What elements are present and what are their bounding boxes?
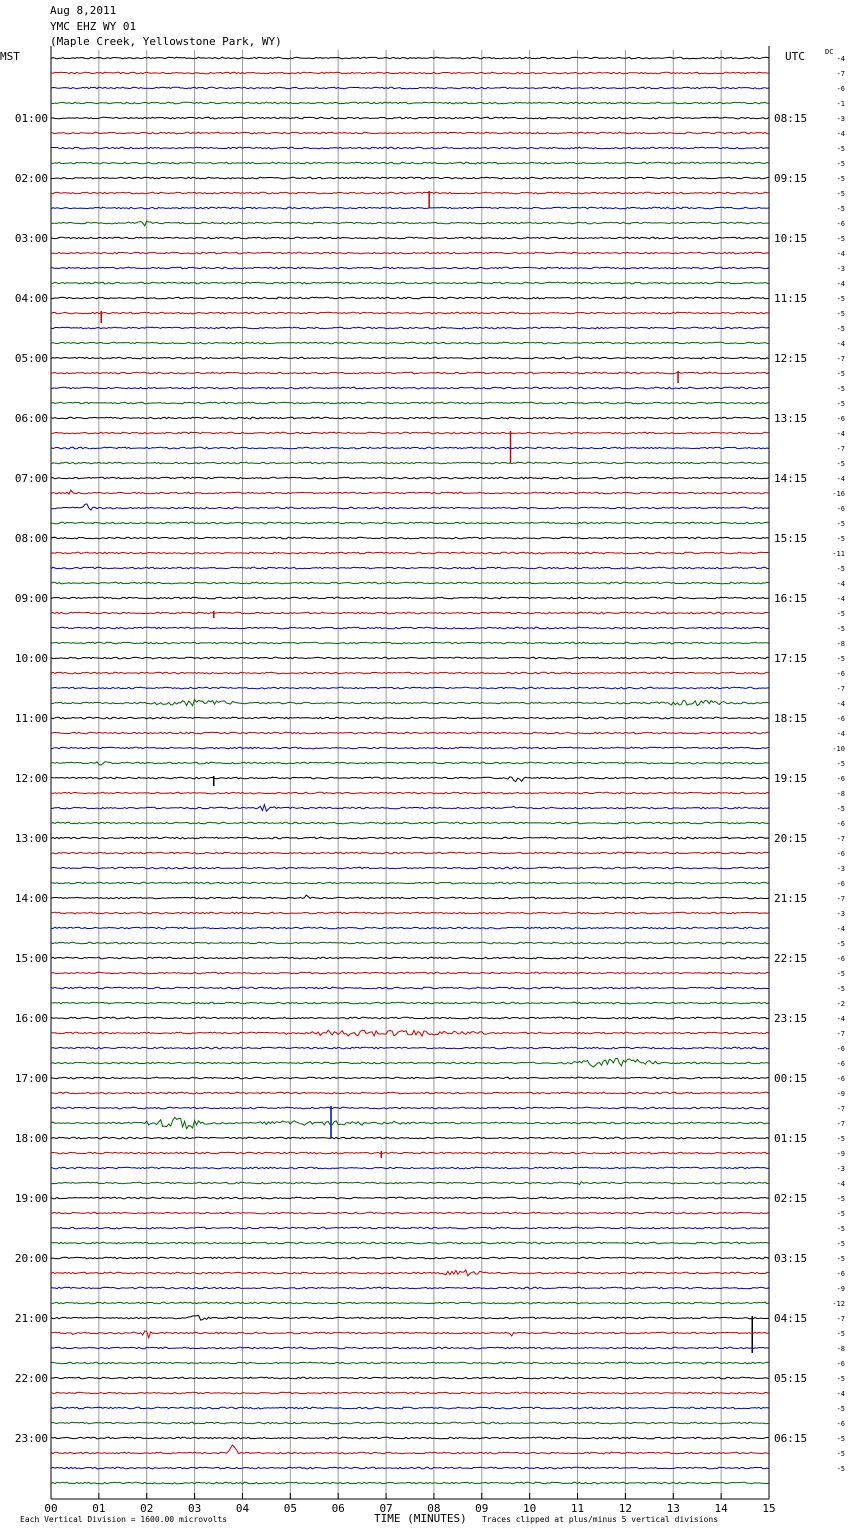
seismic-trace bbox=[51, 1302, 769, 1304]
utc-hour-label: 02:15 bbox=[774, 1192, 808, 1205]
mst-hour-label: 11:00 bbox=[14, 712, 48, 725]
seismic-trace bbox=[51, 237, 769, 239]
dc-offset-label: -5 bbox=[836, 625, 845, 633]
dc-offset-label: -5 bbox=[836, 655, 845, 663]
dc-offset-label: -7 bbox=[836, 895, 845, 903]
seismic-trace bbox=[51, 221, 769, 226]
utc-hour-label: 04:15 bbox=[774, 1312, 808, 1325]
utc-hour-label: 20:15 bbox=[774, 832, 808, 845]
utc-hour-label: 12:15 bbox=[774, 352, 808, 365]
dc-offset-label: -4 bbox=[836, 430, 845, 438]
seismic-trace bbox=[51, 699, 769, 705]
seismic-trace bbox=[51, 372, 769, 374]
seismic-trace bbox=[51, 732, 769, 734]
x-tick-label: 01 bbox=[92, 1502, 106, 1515]
seismic-trace bbox=[51, 1182, 769, 1185]
seismic-trace bbox=[51, 312, 769, 314]
dc-offset-label: -9 bbox=[836, 1285, 845, 1293]
dc-offset-label: -5 bbox=[836, 175, 845, 183]
dc-offset-label: -12 bbox=[832, 1300, 845, 1308]
seismic-trace bbox=[51, 162, 769, 164]
dc-offset-label: -6 bbox=[836, 1075, 845, 1083]
header-station: YMC EHZ WY 01 bbox=[50, 20, 137, 33]
seismic-trace bbox=[51, 87, 769, 89]
dc-offset-label: -2 bbox=[836, 1000, 845, 1008]
seismic-trace bbox=[51, 57, 769, 59]
seismic-trace bbox=[51, 1437, 769, 1439]
mst-hour-label: 10:00 bbox=[14, 652, 48, 665]
dc-offset-label: -4 bbox=[836, 580, 845, 588]
seismic-trace bbox=[51, 792, 769, 794]
seismic-trace bbox=[51, 717, 769, 719]
seismic-trace bbox=[51, 837, 769, 839]
seismic-trace bbox=[51, 447, 769, 449]
x-tick-label: 02 bbox=[140, 1502, 154, 1515]
dc-offset-label: -3 bbox=[836, 265, 845, 273]
mst-hour-label: 15:00 bbox=[14, 952, 48, 965]
dc-offset-label: -11 bbox=[832, 550, 845, 558]
seismic-trace bbox=[51, 912, 769, 914]
seismic-trace bbox=[51, 1002, 769, 1004]
seismic-trace bbox=[51, 805, 769, 812]
seismic-trace bbox=[51, 102, 769, 104]
dc-offset-label: -5 bbox=[836, 805, 845, 813]
seismic-trace bbox=[51, 762, 769, 765]
seismic-trace bbox=[51, 895, 769, 899]
seismic-trace bbox=[51, 597, 769, 599]
mst-hour-label: 12:00 bbox=[14, 772, 48, 785]
seismic-trace bbox=[51, 1482, 769, 1484]
dc-offset-label: -7 bbox=[836, 685, 845, 693]
seismic-trace bbox=[51, 1058, 769, 1067]
dc-offset-label: -6 bbox=[836, 220, 845, 228]
x-tick-label: 03 bbox=[187, 1502, 202, 1515]
scale-note: Each Vertical Division = 1600.00 microvolts bbox=[20, 1515, 228, 1524]
mst-hour-label: 20:00 bbox=[14, 1252, 48, 1265]
right-timezone-label: UTC bbox=[785, 50, 805, 63]
dc-offset-label: -5 bbox=[836, 145, 845, 153]
dc-offset-label: -6 bbox=[836, 1420, 845, 1428]
seismic-trace bbox=[51, 477, 769, 479]
mst-hour-label: 22:00 bbox=[14, 1372, 48, 1385]
mst-hour-label: 19:00 bbox=[14, 1192, 48, 1205]
dc-offset-label: -5 bbox=[836, 940, 845, 948]
seismic-trace bbox=[51, 1287, 769, 1289]
seismic-trace bbox=[51, 1092, 769, 1094]
mst-hour-label: 09:00 bbox=[14, 592, 48, 605]
dc-offset-label: -6 bbox=[836, 85, 845, 93]
x-tick-label: 12 bbox=[618, 1502, 633, 1515]
dc-offset-label: -4 bbox=[836, 595, 845, 603]
seismic-trace bbox=[51, 942, 769, 944]
dc-offset-label: -6 bbox=[836, 850, 845, 858]
dc-offset-label: -6 bbox=[836, 1360, 845, 1368]
dc-offset-label: -7 bbox=[836, 445, 845, 453]
dc-offset-label: -7 bbox=[836, 835, 845, 843]
x-tick-label: 06 bbox=[331, 1502, 345, 1515]
seismic-trace bbox=[51, 432, 769, 434]
mst-hour-label: 06:00 bbox=[14, 412, 48, 425]
mst-hour-label: 07:00 bbox=[14, 472, 48, 485]
dc-offset-label: -5 bbox=[836, 1255, 845, 1263]
dc-offset-label: -3 bbox=[836, 1165, 845, 1173]
seismic-trace bbox=[51, 1117, 769, 1129]
seismic-trace bbox=[51, 687, 769, 689]
dc-offset-label: -5 bbox=[836, 400, 845, 408]
dc-offset-label: -5 bbox=[836, 610, 845, 618]
utc-hour-label: 00:15 bbox=[774, 1072, 808, 1085]
x-tick-label: 05 bbox=[283, 1502, 297, 1515]
mst-hour-label: 08:00 bbox=[14, 532, 48, 545]
seismic-trace bbox=[51, 642, 769, 644]
seismic-trace bbox=[51, 1362, 769, 1364]
dc-offset-label: -4 bbox=[836, 475, 845, 483]
dc-offset-label: -4 bbox=[836, 925, 845, 933]
dc-offset-label: -5 bbox=[836, 1210, 845, 1218]
dc-offset-label: -8 bbox=[836, 1345, 845, 1353]
seismic-trace bbox=[51, 1316, 769, 1321]
utc-hour-label: 09:15 bbox=[774, 172, 808, 185]
dc-offset-label: -8 bbox=[836, 640, 845, 648]
dc-label: DC bbox=[825, 48, 834, 56]
dc-offset-label: -5 bbox=[836, 1375, 845, 1383]
dc-offset-label: -4 bbox=[836, 55, 845, 63]
seismic-trace bbox=[51, 177, 769, 179]
dc-offset-label: -5 bbox=[836, 295, 845, 303]
seismic-trace bbox=[51, 1167, 769, 1169]
x-tick-label: 13 bbox=[666, 1502, 680, 1515]
dc-offset-label: -5 bbox=[836, 385, 845, 393]
seismic-trace bbox=[51, 297, 769, 299]
mst-hour-label: 18:00 bbox=[14, 1132, 48, 1145]
utc-hour-label: 14:15 bbox=[774, 472, 808, 485]
dc-offset-label: -6 bbox=[836, 820, 845, 828]
seismic-trace bbox=[51, 552, 769, 554]
dc-offset-label: -5 bbox=[836, 520, 845, 528]
seismic-trace bbox=[51, 612, 769, 614]
x-tick-label: 07 bbox=[379, 1502, 393, 1515]
clip-note: Traces clipped at plus/minus 5 vertical divisions bbox=[482, 1515, 719, 1524]
dc-offset-label: -5 bbox=[836, 760, 845, 768]
dc-offset-label: -4 bbox=[836, 1180, 845, 1188]
dc-offset-label: -5 bbox=[836, 1240, 845, 1248]
dc-offset-label: -6 bbox=[836, 715, 845, 723]
dc-offset-label: -5 bbox=[836, 1450, 845, 1458]
seismic-trace bbox=[51, 987, 769, 989]
utc-hour-label: 15:15 bbox=[774, 532, 808, 545]
dc-offset-label: -5 bbox=[836, 460, 845, 468]
utc-hour-label: 06:15 bbox=[774, 1432, 808, 1445]
mst-hour-label: 04:00 bbox=[14, 292, 48, 305]
dc-offset-label: -6 bbox=[836, 505, 845, 513]
dc-offset-label: -4 bbox=[836, 280, 845, 288]
seismic-trace bbox=[51, 852, 769, 854]
dc-offset-label: -7 bbox=[836, 70, 845, 78]
utc-hour-label: 21:15 bbox=[774, 892, 808, 905]
mst-hour-label: 02:00 bbox=[14, 172, 48, 185]
header-location: (Maple Creek, Yellowstone Park, WY) bbox=[50, 35, 282, 48]
dc-offset-label: -5 bbox=[836, 205, 845, 213]
dc-offset-label: -7 bbox=[836, 355, 845, 363]
dc-offset-label: -5 bbox=[836, 190, 845, 198]
seismic-trace bbox=[51, 927, 769, 929]
dc-offset-label: -5 bbox=[836, 535, 845, 543]
seismic-trace bbox=[51, 1197, 769, 1199]
seismic-trace bbox=[51, 957, 769, 959]
utc-hour-label: 11:15 bbox=[774, 292, 808, 305]
dc-offset-label: -5 bbox=[836, 1135, 845, 1143]
mst-hour-label: 13:00 bbox=[14, 832, 48, 845]
dc-offset-label: -5 bbox=[836, 1330, 845, 1338]
seismic-trace bbox=[51, 490, 769, 494]
seismic-trace bbox=[51, 282, 769, 284]
dc-offset-label: -7 bbox=[836, 1120, 845, 1128]
seismic-trace bbox=[51, 1242, 769, 1244]
mst-hour-label: 14:00 bbox=[14, 892, 48, 905]
dc-offset-label: -7 bbox=[836, 1315, 845, 1323]
x-tick-label: 08 bbox=[427, 1502, 441, 1515]
utc-hour-label: 05:15 bbox=[774, 1372, 808, 1385]
header-date: Aug 8,2011 bbox=[50, 4, 117, 17]
dc-offset-label: -6 bbox=[836, 880, 845, 888]
seismic-trace bbox=[51, 1377, 769, 1379]
seismic-trace bbox=[51, 1107, 769, 1109]
seismic-trace bbox=[51, 1392, 769, 1394]
seismic-trace bbox=[51, 504, 769, 510]
x-axis-title: TIME (MINUTES) bbox=[374, 1512, 467, 1525]
x-tick-label: 11 bbox=[570, 1502, 585, 1515]
seismic-trace bbox=[51, 1331, 769, 1338]
dc-offset-label: -4 bbox=[836, 1390, 845, 1398]
seismic-trace bbox=[51, 1227, 769, 1229]
seismic-trace bbox=[51, 672, 769, 674]
seismic-trace bbox=[51, 417, 769, 419]
dc-offset-label: -5 bbox=[836, 160, 845, 168]
utc-hour-label: 03:15 bbox=[774, 1252, 808, 1265]
mst-hour-label: 21:00 bbox=[14, 1312, 48, 1325]
seismic-trace bbox=[51, 1445, 769, 1454]
dc-offset-label: -5 bbox=[836, 325, 845, 333]
seismic-trace bbox=[51, 1077, 769, 1079]
dc-offset-label: -4 bbox=[836, 700, 845, 708]
seismic-trace bbox=[51, 657, 769, 659]
seismic-trace bbox=[51, 1030, 769, 1036]
seismic-trace bbox=[51, 1347, 769, 1349]
dc-offset-label: -5 bbox=[836, 235, 845, 243]
left-timezone-label: MST bbox=[0, 50, 20, 63]
seismic-trace bbox=[51, 627, 769, 629]
mst-hour-label: 01:00 bbox=[14, 112, 48, 125]
seismic-trace bbox=[51, 972, 769, 974]
x-tick-label: 00 bbox=[44, 1502, 58, 1515]
seismic-trace bbox=[51, 1467, 769, 1469]
seismic-trace bbox=[51, 147, 769, 149]
utc-hour-label: 16:15 bbox=[774, 592, 808, 605]
seismic-trace bbox=[51, 252, 769, 254]
seismic-trace bbox=[51, 1270, 769, 1276]
seismic-trace bbox=[51, 867, 769, 869]
dc-offset-label: -5 bbox=[836, 370, 845, 378]
utc-hour-label: 17:15 bbox=[774, 652, 808, 665]
dc-offset-label: -5 bbox=[836, 1225, 845, 1233]
dc-offset-label: -6 bbox=[836, 1270, 845, 1278]
seismic-trace bbox=[51, 1422, 769, 1424]
dc-offset-label: -5 bbox=[836, 970, 845, 978]
seismic-trace bbox=[51, 1017, 769, 1019]
dc-offset-label: -9 bbox=[836, 1090, 845, 1098]
x-tick-label: 04 bbox=[235, 1502, 250, 1515]
dc-offset-label: -7 bbox=[836, 1105, 845, 1113]
utc-hour-label: 10:15 bbox=[774, 232, 808, 245]
dc-offset-label: -3 bbox=[836, 865, 845, 873]
seismic-trace bbox=[51, 387, 769, 389]
seismic-trace bbox=[51, 1137, 769, 1139]
seismic-trace bbox=[51, 777, 769, 782]
seismic-trace bbox=[51, 882, 769, 884]
mst-hour-label: 23:00 bbox=[14, 1432, 48, 1445]
utc-hour-label: 22:15 bbox=[774, 952, 808, 965]
utc-hour-label: 01:15 bbox=[774, 1132, 808, 1145]
seismic-trace bbox=[51, 117, 769, 119]
dc-offset-label: -5 bbox=[836, 985, 845, 993]
dc-offset-label: -5 bbox=[836, 1435, 845, 1443]
utc-hour-label: 19:15 bbox=[774, 772, 808, 785]
mst-hour-label: 17:00 bbox=[14, 1072, 48, 1085]
seismic-trace bbox=[51, 192, 769, 194]
utc-hour-label: 13:15 bbox=[774, 412, 808, 425]
utc-hour-label: 18:15 bbox=[774, 712, 808, 725]
dc-offset-label: -6 bbox=[836, 415, 845, 423]
dc-offset-label: -8 bbox=[836, 790, 845, 798]
dc-offset-label: -3 bbox=[836, 910, 845, 918]
dc-offset-label: -4 bbox=[836, 730, 845, 738]
seismic-trace bbox=[51, 1152, 769, 1154]
x-tick-label: 09 bbox=[475, 1502, 489, 1515]
dc-offset-label: -6 bbox=[836, 955, 845, 963]
seismic-trace bbox=[51, 267, 769, 269]
seismic-trace bbox=[51, 537, 769, 539]
x-tick-label: 14 bbox=[714, 1502, 728, 1515]
dc-offset-label: -3 bbox=[836, 115, 845, 123]
mst-hour-label: 16:00 bbox=[14, 1012, 48, 1025]
x-tick-label: 15 bbox=[762, 1502, 776, 1515]
seismic-trace bbox=[51, 1407, 769, 1409]
seismic-trace bbox=[51, 822, 769, 824]
dc-offset-label: -6 bbox=[836, 775, 845, 783]
seismic-trace bbox=[51, 567, 769, 569]
seismic-trace bbox=[51, 582, 769, 584]
dc-offset-label: -6 bbox=[836, 1045, 845, 1053]
utc-hour-label: 08:15 bbox=[774, 112, 808, 125]
utc-hour-label: 23:15 bbox=[774, 1012, 808, 1025]
dc-offset-label: -5 bbox=[836, 1465, 845, 1473]
dc-offset-label: -1 bbox=[836, 100, 845, 108]
seismic-trace bbox=[51, 342, 769, 344]
seismic-trace bbox=[51, 1257, 769, 1259]
dc-offset-label: -5 bbox=[836, 1195, 845, 1203]
dc-offset-label: -9 bbox=[836, 1150, 845, 1158]
seismic-trace bbox=[51, 462, 769, 464]
x-tick-label: 10 bbox=[523, 1502, 537, 1515]
dc-offset-label: -4 bbox=[836, 1015, 845, 1023]
dc-offset-label: -4 bbox=[836, 130, 845, 138]
dc-offset-label: -5 bbox=[836, 565, 845, 573]
mst-hour-label: 03:00 bbox=[14, 232, 48, 245]
seismic-trace bbox=[51, 402, 769, 404]
seismic-trace bbox=[51, 357, 769, 359]
dc-offset-label: -5 bbox=[836, 310, 845, 318]
dc-offset-label: -4 bbox=[836, 250, 845, 258]
mst-hour-label: 05:00 bbox=[14, 352, 48, 365]
dc-offset-label: -4 bbox=[836, 340, 845, 348]
seismic-trace bbox=[51, 327, 769, 329]
dc-offset-label: -5 bbox=[836, 1405, 845, 1413]
seismic-trace bbox=[51, 747, 769, 749]
dc-offset-label: -7 bbox=[836, 1030, 845, 1038]
dc-offset-label: -10 bbox=[832, 745, 845, 753]
dc-offset-label: -16 bbox=[832, 490, 845, 498]
seismic-trace bbox=[51, 132, 769, 134]
dc-offset-label: -6 bbox=[836, 670, 845, 678]
seismic-trace bbox=[51, 72, 769, 74]
dc-offset-label: -6 bbox=[836, 1060, 845, 1068]
seismic-trace bbox=[51, 522, 769, 524]
seismic-trace bbox=[51, 1047, 769, 1049]
seismic-trace bbox=[51, 1212, 769, 1214]
seismic-trace bbox=[51, 207, 769, 209]
